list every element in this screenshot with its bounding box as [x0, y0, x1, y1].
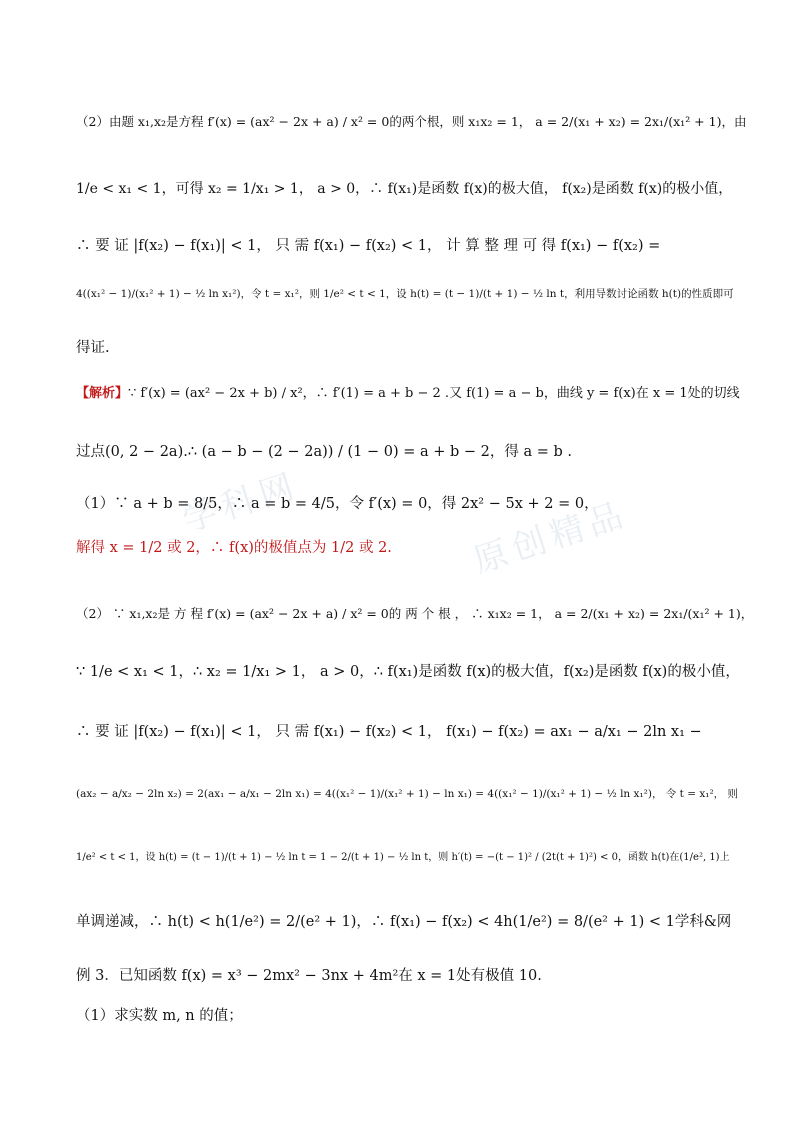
solution-line-4: 4((x₁² − 1)/(x₁² + 1) − ½ ln x₁²)，令 t = x₁²，则 1/e² < t < 1，设 h(t) = (t − 1)/(t + 1) − ½ ln t，利用导数讨论函数 h(t)的性质即可 — [76, 288, 734, 300]
solution-line-2: 1/e < x₁ < 1，可得 x₂ = 1/x₁ > 1， a > 0，∴ f(x₁)是函数 f(x)的极大值， f(x₂)是函数 f(x)的极小值， — [76, 181, 733, 197]
analysis-tag: 【解析】 — [76, 386, 129, 401]
part1-line-1: （1）∵ a + b = 8/5，∴ a = b = 4/5，令 f′(x) = 0，得 2x² − 5x + 2 = 0， — [76, 496, 599, 512]
example-3-question-1: （1）求实数 m, n 的值； — [76, 1008, 243, 1024]
part2-line-2: ∵ 1/e < x₁ < 1，∴ x₂ = 1/x₁ > 1， a > 0，∴ f(x₁)是函数 f(x)的极大值，f(x₂)是函数 f(x)的极小值， — [76, 664, 740, 680]
part2-line-6: 单调递减，∴ h(t) < h(1/e²) = 2/(e² + 1)，∴ f(x₁) − f(x₂) < 4h(1/e²) = 8/(e² + 1) < 1学科&网 — [76, 914, 732, 930]
analysis-text: ∵ f′(x) = (ax² − 2x + b) / x²，∴ f′(1) = a + b − 2 .又 f(1) = a − b，曲线 y = f(x)在 x = 1处的切线 — [128, 386, 740, 401]
solution-line-1: （2）由题 x₁,x₂是方程 f′(x) = (ax² − 2x + a) / x² = 0的两个根，则 x₁x₂ = 1， a = 2/(x₁ + x₂) = 2x₁/(x₁² + 1)，由 — [76, 114, 747, 129]
solution-line-3: ∴ 要 证 |f(x₂) − f(x₁)| < 1， 只 需 f(x₁) − f(x₂) < 1， 计 算 整 理 可 得 f(x₁) − f(x₂) = — [76, 238, 661, 254]
part2-line-3: ∴ 要 证 |f(x₂) − f(x₁)| < 1， 只 需 f(x₁) − f(x₂) < 1， f(x₁) − f(x₂) = ax₁ − a/x₁ − 2ln x₁ − — [76, 724, 702, 740]
part2-line-4: (ax₂ − a/x₂ − 2ln x₂) = 2(ax₁ − a/x₁ − 2ln x₁) = 4((x₁² − 1)/(x₁² + 1) − ln x₁) = 4((x₁² − 1)/(x₁² + 1) − ½ ln x₁²)， 令 t = x₁²， 则 — [76, 788, 739, 800]
analysis-line-1 — [76, 382, 740, 401]
watermark: 学科网 — [177, 465, 305, 541]
watermark-2: 原创精品 — [468, 494, 634, 582]
solution-line-5: 得证. — [76, 340, 110, 356]
part2-line-1: （2） ∵ x₁,x₂是 方 程 f′(x) = (ax² − 2x + a) / x² = 0的 两 个 根 ， ∴ x₁x₂ = 1， a = 2/(x₁ + x₂) = 2x₁/(x₁² + 1)， — [76, 606, 754, 621]
part1-line-2: 解得 x = 1/2 或 2，∴ f(x)的极值点为 1/2 或 2. — [76, 540, 392, 556]
part2-line-5: 1/e² < t < 1，设 h(t) = (t − 1)/(t + 1) − ½ ln t = 1 − 2/(t + 1) − ½ ln t，则 h′(t) = −(t − 1)² / (2t(t + 1)²) < 0，函数 h(t)在(1/e², 1)上 — [76, 852, 730, 863]
example-3-title: 例 3．已知函数 f(x) = x³ − 2mx² − 3nx + 4m²在 x = 1处有极值 10. — [76, 968, 542, 984]
analysis-line-2: 过点(0, 2 − 2a).∴ (a − b − (2 − 2a)) / (1 − 0) = a + b − 2，得 a = b . — [76, 444, 573, 460]
